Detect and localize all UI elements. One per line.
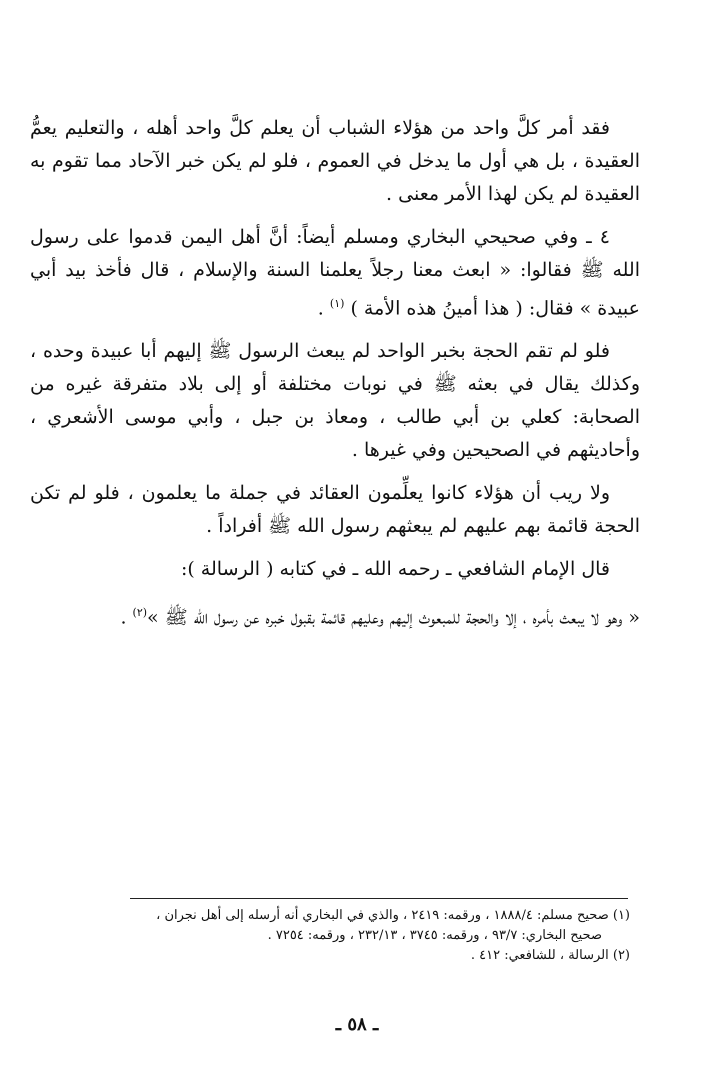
quote-paragraph (30, 596, 640, 634)
paragraph (30, 477, 640, 543)
footnotes (70, 906, 630, 966)
paragraph-text: ٤ ـ وفي صحيحي البخاري ومسلم أيضاً: أنَّ أهل اليمن قدموا على رسول الله ﷺ فقالوا: « ابعث معنا رجلاً يعلمنا السنة والإسلام ، قال فأخذ بيد أبي عبيدة » فقال: ( هذا أمينُ هذه الأمة ) (30, 226, 640, 320)
footnote: (١) صحيح مسلم: ١٨٨٨/٤ ، ورقمه: ٢٤١٩ ، والذي في البخاري أنه أرسله إلى أهل نجران ، (156, 908, 630, 923)
paragraph-suffix: . (120, 606, 133, 629)
footnote-mark: (١) (329, 297, 345, 310)
paragraph-text: ولا ريب أن هؤلاء كانوا يعلِّمون العقائد في جملة ما يعلمون ، فلو لم تكن الحجة قائمة بهم عليهم لم يبعثهم رسول الله ﷺ أفراداً . (30, 482, 640, 538)
paragraph-text: فقد أمر كلَّ واحد من هؤلاء الشباب أن يعلم كلَّ واحد أهله ، والتعليم يعمُّ العقيدة ، بل هي أول ما يدخل في العموم ، فلو لم يكن خبر الآحاد مما تقوم به العقيدة لم يكن لهذا الأمر معنى . (30, 117, 640, 205)
paragraph (30, 335, 640, 467)
paragraph-text: فلو لم تقم الحجة بخبر الواحد لم يبعث الرسول ﷺ إليهم أبا عبيدة وحده ، وكذلك يقال في بعثه ﷺ في نوبات مختلفة أو إلى بلاد متفرقة غيره من الصحابة: كعلي بن أبي طالب ، ومعاذ بن جبل ، وأبي موسى الأشعري ، وأحاديثهم في الصحيحين وفي غيرها . (30, 340, 640, 462)
paragraph-text: « وهو لا يبعث بأمره ، إلا والحجة للمبعوث إليهم وعليهم قائمة بقبول خبره عن رسول الله ﷺ » (147, 606, 640, 629)
paragraph-text: قال الإمام الشافعي ـ رحمه الله ـ في كتابه ( الرسالة ): (180, 558, 610, 581)
footnote-divider (130, 898, 628, 899)
paragraph (30, 553, 640, 586)
footnote-continuation: صحيح البخاري: ٩٣/٧ ، ورقمه: ٣٧٤٥ ، ٢٣٢/١٣ ، ورقمه: ٧٢٥٤ . (267, 928, 602, 943)
paragraph (30, 221, 640, 325)
paragraph-suffix: . (317, 297, 330, 320)
paragraph (30, 112, 640, 211)
main-text (30, 112, 640, 645)
footnote: (٢) الرسالة ، للشافعي: ٤١٢ . (470, 948, 630, 963)
page-number: ـ ٥٨ ـ (335, 1014, 379, 1035)
footnote-mark: (٢) (132, 606, 148, 620)
